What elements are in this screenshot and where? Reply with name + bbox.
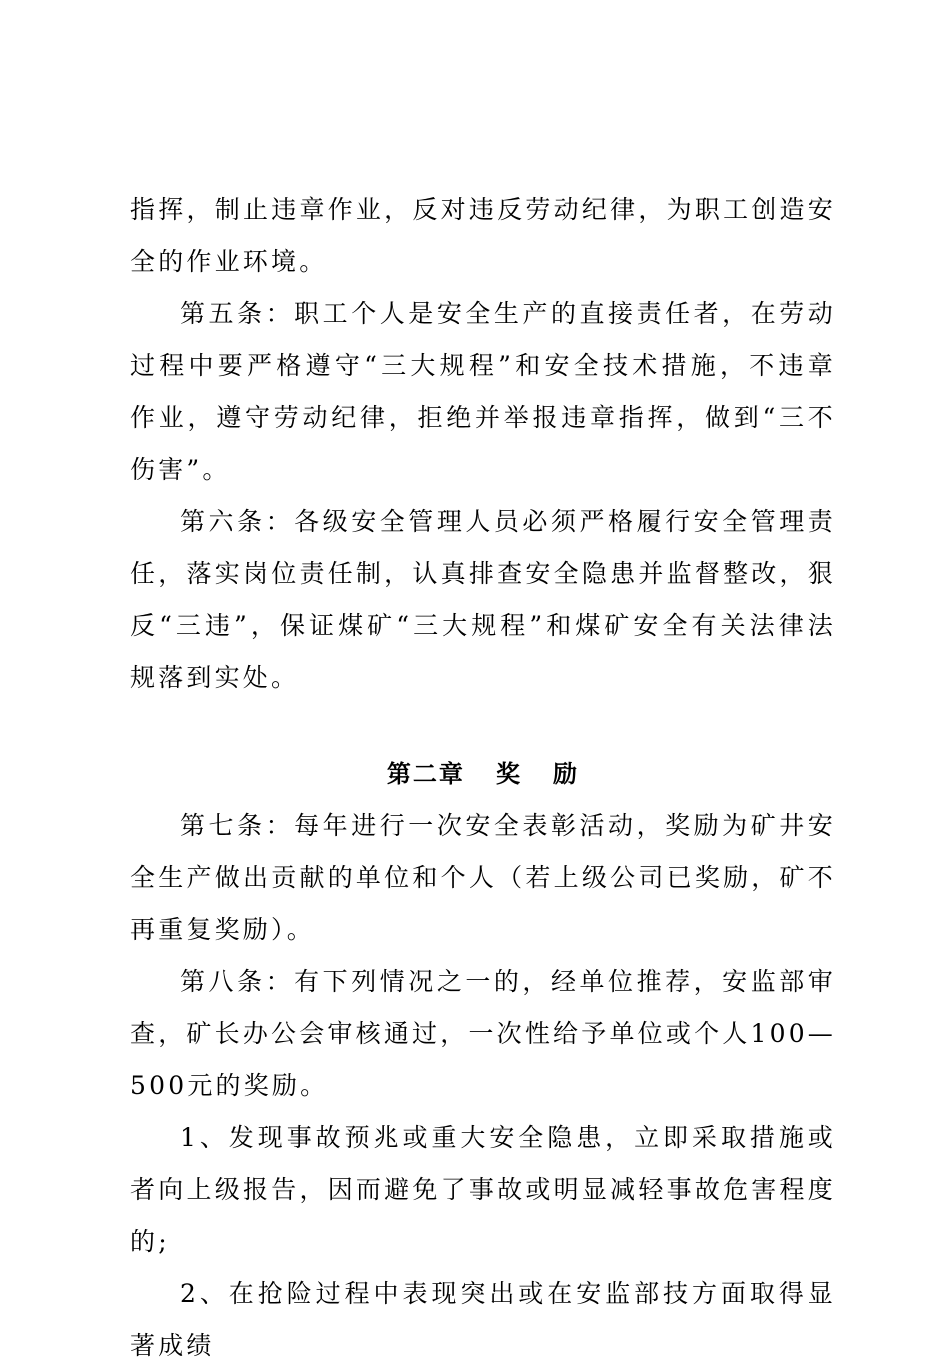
paragraph-continuation: 指挥，制止违章作业，反对违反劳动纪律，为职工创造安全的作业环境。 — [130, 195, 836, 276]
paragraph-article-6: 第六条：各级安全管理人员必须严格履行安全管理责任，落实岗位责任制，认真排查安全隐患并监督整改，狠反“三违”，保证煤矿“三大规程”和煤矿安全有关法律法规落到实处。 — [130, 507, 836, 692]
chapter-title: 第二章 奖 励 — [386, 760, 580, 788]
document-body — [130, 184, 836, 1372]
paragraph-article-7: 第七条：每年进行一次安全表彰活动，奖励为矿井安全生产做出贡献的单位和个人（若上级公司已奖励，矿不再重复奖励）。 — [130, 811, 836, 944]
list-item-1: 1、发现事故预兆或重大安全隐患，立即采取措施或者向上级报告，因而避免了事故或明显减轻事故危害程度的; — [130, 1123, 836, 1256]
list-item-2: 2、在抢险过程中表现突出或在安监部技方面取得显著成绩 — [130, 1279, 836, 1360]
paragraph-article-8: 第八条：有下列情况之一的，经单位推荐，安监部审查，矿长办公会审核通过，一次性给予单位或个人100—500元的奖励。 — [130, 967, 836, 1100]
paragraph-article-5: 第五条：职工个人是安全生产的直接责任者，在劳动过程中要严格遵守“三大规程”和安全技术措施，不违章作业，遵守劳动纪律，拒绝并举报违章指挥，做到“三不伤害”。 — [130, 299, 836, 484]
